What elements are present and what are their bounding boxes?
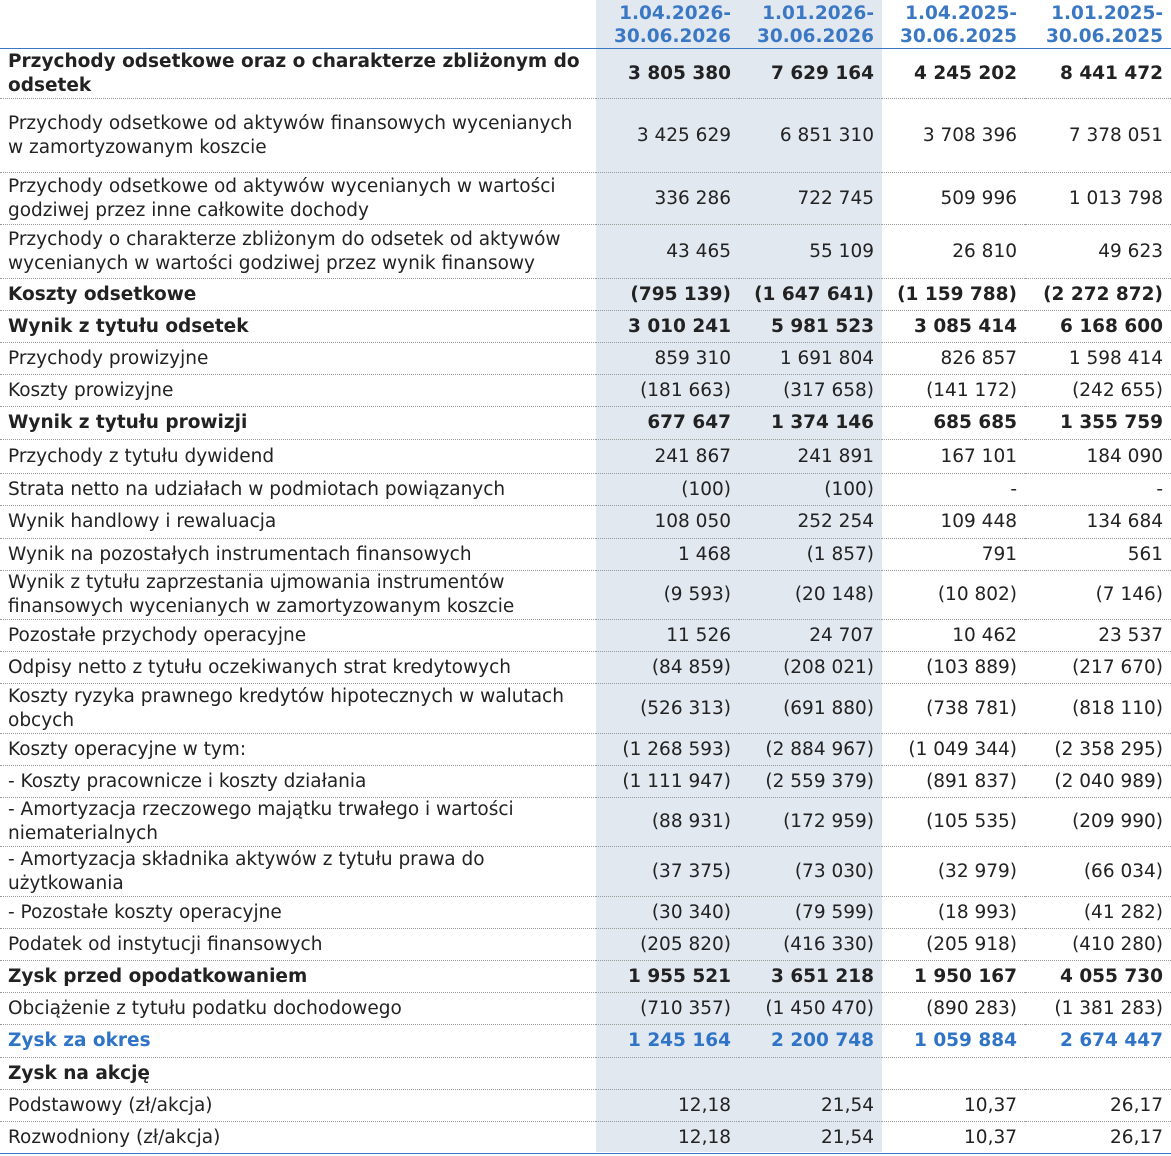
row-value: 3 085 414 (882, 311, 1025, 343)
row-value: 24 707 (739, 620, 882, 652)
row-label: - Pozostałe koszty operacyjne (0, 897, 596, 929)
row-value: (818 110) (1025, 684, 1171, 734)
row-value: 1 950 167 (882, 961, 1025, 993)
table-row (0, 993, 1171, 1025)
row-value (739, 1058, 882, 1090)
row-label: Strata netto na udziałach w podmiotach powiązanych (0, 474, 596, 506)
row-label: Wynik handlowy i rewaluacja (0, 506, 596, 539)
row-value: (32 979) (882, 847, 1025, 897)
row-value (596, 1058, 739, 1090)
row-value: 1 691 804 (739, 343, 882, 375)
table-row (0, 440, 1171, 474)
row-value: (20 148) (739, 571, 882, 620)
row-value: 722 745 (739, 173, 882, 225)
column-header-line1: 1.04.2025- (905, 3, 1017, 24)
row-value: 1 245 164 (596, 1025, 739, 1058)
row-value: 167 101 (882, 440, 1025, 474)
column-header-line2: 30.06.2025 (1045, 26, 1163, 47)
table-row (0, 734, 1171, 766)
row-value: (691 880) (739, 684, 882, 734)
row-value: 1 059 884 (882, 1025, 1025, 1058)
column-header-q2-2026 (596, 0, 739, 49)
table-row (0, 173, 1171, 225)
row-value: 3 708 396 (882, 99, 1025, 173)
row-value: 509 996 (882, 173, 1025, 225)
row-value: 26,17 (1025, 1122, 1171, 1154)
row-value: 1 598 414 (1025, 343, 1171, 375)
row-value: (891 837) (882, 766, 1025, 798)
row-value: (2 272 872) (1025, 279, 1171, 311)
row-label: Zysk przed opodatkowaniem (0, 961, 596, 993)
row-value: 43 465 (596, 225, 739, 279)
row-label: Przychody odsetkowe od aktywów wycenianych w wartości godziwej przez inne całkowite dochody (0, 173, 596, 225)
row-value: 7 378 051 (1025, 99, 1171, 173)
row-value: (2 358 295) (1025, 734, 1171, 766)
row-value: (105 535) (882, 798, 1025, 847)
row-label: Podatek od instytucji finansowych (0, 929, 596, 961)
row-value: 1 013 798 (1025, 173, 1171, 225)
row-value: (2 884 967) (739, 734, 882, 766)
table-row (0, 652, 1171, 684)
row-value: 3 805 380 (596, 49, 739, 99)
row-value: 26 810 (882, 225, 1025, 279)
row-label: Pozostałe przychody operacyjne (0, 620, 596, 652)
row-label: Koszty ryzyka prawnego kredytów hipotecznych w walutach obcych (0, 684, 596, 734)
row-value: (181 663) (596, 375, 739, 407)
row-value: 21,54 (739, 1090, 882, 1122)
row-value: 1 355 759 (1025, 407, 1171, 440)
row-value: 26,17 (1025, 1090, 1171, 1122)
row-value: 1 468 (596, 539, 739, 571)
row-value: 7 629 164 (739, 49, 882, 99)
row-value: 826 857 (882, 343, 1025, 375)
row-label: Wynik z tytułu odsetek (0, 311, 596, 343)
row-value: (795 139) (596, 279, 739, 311)
column-header-line1: 1.01.2026- (762, 3, 874, 24)
row-value: 6 851 310 (739, 99, 882, 173)
row-value: (9 593) (596, 571, 739, 620)
row-label: Zysk na akcję (0, 1058, 596, 1090)
row-value: (41 282) (1025, 897, 1171, 929)
row-value: (37 375) (596, 847, 739, 897)
row-value: (79 599) (739, 897, 882, 929)
table-row (0, 1058, 1171, 1090)
row-value: 336 286 (596, 173, 739, 225)
row-value: (172 959) (739, 798, 882, 847)
row-value: (217 670) (1025, 652, 1171, 684)
row-value: 12,18 (596, 1090, 739, 1122)
row-value: 5 981 523 (739, 311, 882, 343)
row-value: 11 526 (596, 620, 739, 652)
row-value: 4 245 202 (882, 49, 1025, 99)
column-header-line2: 30.06.2026 (756, 26, 874, 47)
row-value (1025, 1058, 1171, 1090)
row-value: (410 280) (1025, 929, 1171, 961)
row-value: (2 040 989) (1025, 766, 1171, 798)
column-header-line2: 30.06.2025 (899, 26, 1017, 47)
row-label: Wynik z tytułu prowizji (0, 407, 596, 440)
row-value: 4 055 730 (1025, 961, 1171, 993)
row-value: 1 955 521 (596, 961, 739, 993)
column-header-h1-2026 (739, 0, 882, 49)
table-row (0, 343, 1171, 375)
row-value: (103 889) (882, 652, 1025, 684)
row-value: (738 781) (882, 684, 1025, 734)
row-value: 108 050 (596, 506, 739, 539)
row-value: (18 993) (882, 897, 1025, 929)
row-value: 2 674 447 (1025, 1025, 1171, 1058)
row-label: Zysk za okres (0, 1025, 596, 1058)
row-label: Wynik na pozostałych instrumentach finansowych (0, 539, 596, 571)
row-label: Obciążenie z tytułu podatku dochodowego (0, 993, 596, 1025)
row-value: 12,18 (596, 1122, 739, 1154)
row-value: 1 374 146 (739, 407, 882, 440)
row-value: (7 146) (1025, 571, 1171, 620)
row-value: 10,37 (882, 1122, 1025, 1154)
table-row (0, 929, 1171, 961)
column-header-q2-2025 (882, 0, 1025, 49)
table-row (0, 961, 1171, 993)
row-value: 55 109 (739, 225, 882, 279)
row-label: Przychody o charakterze zbliżonym do odsetek od aktywów wycenianych w wartości godziwej przez wynik finansowy (0, 225, 596, 279)
header-label-cell (0, 0, 596, 49)
table-row (0, 407, 1171, 440)
row-value: - (1025, 474, 1171, 506)
row-value: (1 647 641) (739, 279, 882, 311)
row-label: Odpisy netto z tytułu oczekiwanych strat kredytowych (0, 652, 596, 684)
row-label: Koszty operacyjne w tym: (0, 734, 596, 766)
row-label: Koszty prowizyjne (0, 375, 596, 407)
row-value: (30 340) (596, 897, 739, 929)
row-value: (317 658) (739, 375, 882, 407)
row-value: 49 623 (1025, 225, 1171, 279)
row-value: (710 357) (596, 993, 739, 1025)
row-value: (1 857) (739, 539, 882, 571)
row-label: Przychody z tytułu dywidend (0, 440, 596, 474)
row-value: (1 381 283) (1025, 993, 1171, 1025)
row-value: (205 820) (596, 929, 739, 961)
table-row (0, 375, 1171, 407)
row-value: 6 168 600 (1025, 311, 1171, 343)
row-value: 241 891 (739, 440, 882, 474)
table-row (0, 506, 1171, 539)
row-value: (526 313) (596, 684, 739, 734)
row-value: (66 034) (1025, 847, 1171, 897)
row-value: (88 931) (596, 798, 739, 847)
header-row (0, 0, 1171, 49)
table-row (0, 279, 1171, 311)
row-value: (73 030) (739, 847, 882, 897)
row-label: - Koszty pracownicze i koszty działania (0, 766, 596, 798)
row-value: (100) (596, 474, 739, 506)
row-value: 2 200 748 (739, 1025, 882, 1058)
column-header-line1: 1.01.2025- (1051, 3, 1163, 24)
row-label: - Amortyzacja składnika aktywów z tytułu prawa do użytkowania (0, 847, 596, 897)
row-value: 859 310 (596, 343, 739, 375)
table-row (0, 225, 1171, 279)
row-label: Podstawowy (zł/akcja) (0, 1090, 596, 1122)
row-label: Przychody odsetkowe oraz o charakterze zbliżonym do odsetek (0, 49, 596, 99)
row-label: Przychody prowizyjne (0, 343, 596, 375)
row-value: - (882, 474, 1025, 506)
row-value: (2 559 379) (739, 766, 882, 798)
table-row (0, 49, 1171, 99)
row-label: Przychody odsetkowe od aktywów finansowych wycenianych w zamortyzowanym koszcie (0, 99, 596, 173)
row-label: Rozwodniony (zł/akcja) (0, 1122, 596, 1154)
row-value: 109 448 (882, 506, 1025, 539)
row-value: (1 450 470) (739, 993, 882, 1025)
table-row (0, 539, 1171, 571)
row-value: 241 867 (596, 440, 739, 474)
table-row (0, 571, 1171, 620)
row-value: (890 283) (882, 993, 1025, 1025)
row-value: 561 (1025, 539, 1171, 571)
table-row (0, 1090, 1171, 1122)
table-row (0, 1025, 1171, 1058)
row-value: (1 159 788) (882, 279, 1025, 311)
row-label: Koszty odsetkowe (0, 279, 596, 311)
row-value: (10 802) (882, 571, 1025, 620)
row-value: 134 684 (1025, 506, 1171, 539)
table-row (0, 766, 1171, 798)
row-value: (209 990) (1025, 798, 1171, 847)
row-value: 685 685 (882, 407, 1025, 440)
row-label: Wynik z tytułu zaprzestania ujmowania instrumentów finansowych wycenianych w zamortyzowanym koszcie (0, 571, 596, 620)
table-row (0, 311, 1171, 343)
row-value: (208 021) (739, 652, 882, 684)
table-row (0, 897, 1171, 929)
row-value: 184 090 (1025, 440, 1171, 474)
row-value: (205 918) (882, 929, 1025, 961)
table-row (0, 1122, 1171, 1154)
row-value: 10,37 (882, 1090, 1025, 1122)
table-row (0, 99, 1171, 173)
row-value: 252 254 (739, 506, 882, 539)
row-value: (1 049 344) (882, 734, 1025, 766)
column-header-h1-2025 (1025, 0, 1171, 49)
row-value: (416 330) (739, 929, 882, 961)
row-value (882, 1058, 1025, 1090)
row-label: - Amortyzacja rzeczowego majątku trwałego i wartości niematerialnych (0, 798, 596, 847)
column-header-line2: 30.06.2026 (613, 26, 731, 47)
table-row (0, 474, 1171, 506)
row-value: 677 647 (596, 407, 739, 440)
row-value: (242 655) (1025, 375, 1171, 407)
table-row (0, 847, 1171, 897)
row-value: 791 (882, 539, 1025, 571)
table-row (0, 798, 1171, 847)
row-value: 21,54 (739, 1122, 882, 1154)
row-value: (1 268 593) (596, 734, 739, 766)
row-value: 10 462 (882, 620, 1025, 652)
row-value: 3 651 218 (739, 961, 882, 993)
row-value: 3 425 629 (596, 99, 739, 173)
row-value: (100) (739, 474, 882, 506)
column-header-line1: 1.04.2026- (619, 3, 731, 24)
row-value: 23 537 (1025, 620, 1171, 652)
table-row (0, 684, 1171, 734)
row-value: 8 441 472 (1025, 49, 1171, 99)
row-value: (141 172) (882, 375, 1025, 407)
row-value: 3 010 241 (596, 311, 739, 343)
row-value: (84 859) (596, 652, 739, 684)
table-row (0, 620, 1171, 652)
row-value: (1 111 947) (596, 766, 739, 798)
